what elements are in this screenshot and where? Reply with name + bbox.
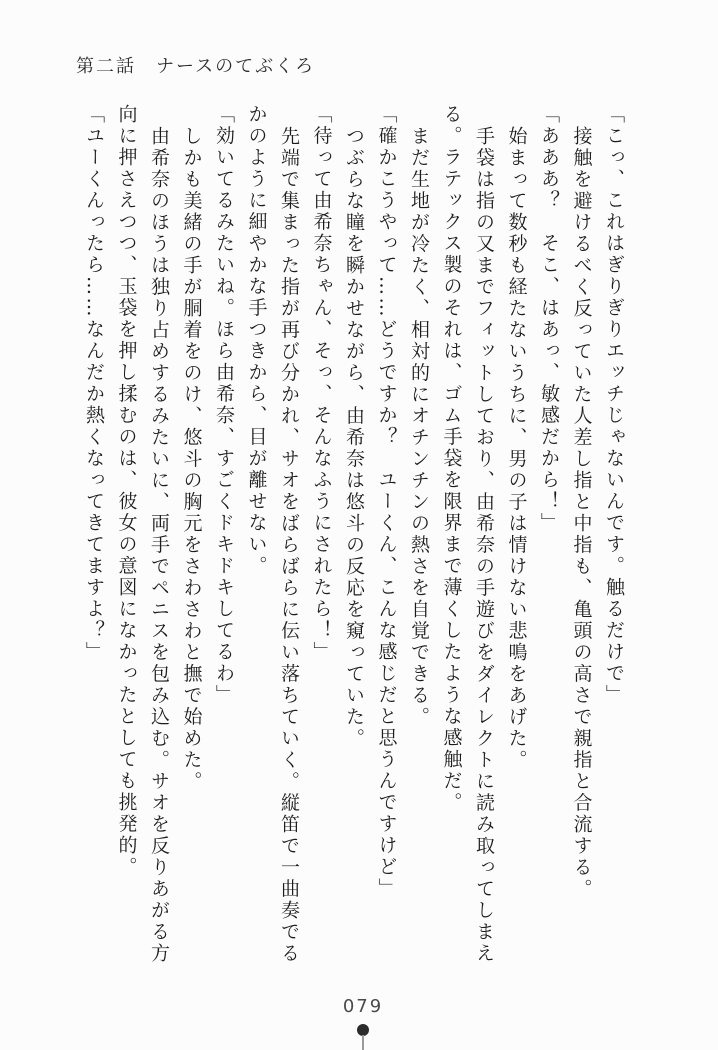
paragraph: 手袋は指の又までフィットしており、由希奈の手遊びをダイレクトに読み取ってしまえる。ラテックス製のそれは、ゴム手袋を限界まで薄くしたような感触だ。 [440, 104, 495, 964]
paragraph: 先端で集まった指が再び分かれ、サオをばらばらに伝い落ちていく。縦笛で一曲奏でるかのように細やかな手つきから、目が離せない。 [245, 104, 300, 964]
paragraph: しかも美緒の手が胴着をのけ、悠斗の胸元をさわさわと撫で始めた。 [180, 125, 203, 792]
chapter-header: 第二話 ナースのてぶくろ [76, 56, 316, 77]
paragraph: 始まって数秒も経たないうちに、男の子は情けない悲鳴をあげた。 [505, 125, 528, 771]
paragraph: 「確かこうやって……どうですか？ ユーくん、こんな感じだと思うんですけど」 [375, 104, 398, 900]
paragraph: 「こっ、これはぎりぎりエッチじゃないんです。触るだけで」 [603, 104, 625, 706]
page-number: 079 [342, 996, 384, 1017]
paragraph: つぶらな瞳を瞬かせながら、由希奈は悠斗の反応を窺っていた。 [343, 125, 365, 749]
progress-pin-icon[interactable] [356, 1024, 370, 1050]
paragraph: 「待って由希奈ちゃん、そっ、そんなふうにされたら！」 [310, 104, 333, 663]
paragraph: 接触を避けるべく反っていた人差し指と中指も、亀頭の高さで親指と合流する。 [570, 125, 593, 900]
page-text [78, 104, 631, 970]
pin-stem-icon [362, 1035, 364, 1050]
paragraph: 由希奈のほうは独り占めするみたいに、両手でペニスを包み込む。サオを反りあがる方向に押さえつつ、玉袋を押し揉むのは、彼女の意図になかったとしても挑発的。 [115, 104, 170, 964]
paragraph: 「効いてるみたいね。ほら由希奈、すごくドキドキしてるわ」 [213, 104, 235, 706]
paragraph: 「あああ？ そこ、はあっ、敏感だから！」 [538, 104, 560, 534]
paragraph: まだ生地が冷たく、相対的にオチンチンの熱さを自覚できる。 [408, 125, 430, 728]
paragraph: 「ユーくんったら……なんだか熱くなってきてますよ？」 [83, 104, 105, 663]
